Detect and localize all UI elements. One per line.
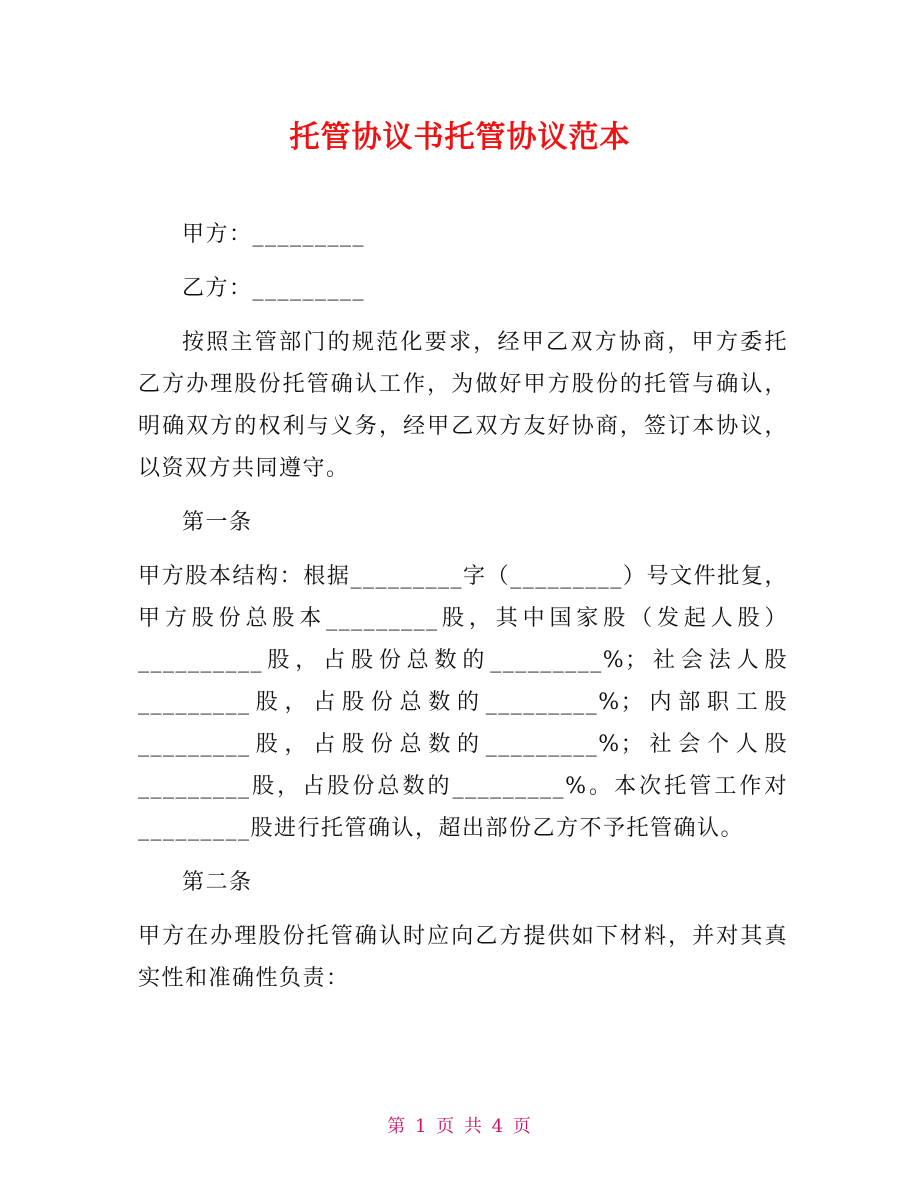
article-1-heading: 第一条 [182,510,253,535]
document-body [138,214,788,1012]
article-2-text: 甲方在办理股份托管确认时应向乙方提供如下材料，并对其真实性和准确性负责： [138,924,788,991]
intro-paragraph: 按照主管部门的规范化要求，经甲乙双方协商，甲方委托乙方办理股份托管确认工作，为做好甲方股份的托管与确认，明确双方的权利与义务，经甲乙双方友好协商，签订本协议，以资双方共同遵守。 [138,330,788,481]
party-a-line: 甲方：_________ [182,222,366,247]
party-b-line: 乙方：_________ [182,276,366,301]
page-footer: 第 1 页 共 4 页 [387,1116,533,1137]
document-title: 托管协议书托管协议范本 [289,120,631,155]
article-1-text: 甲方股本结构：根据_________字（_________）号文件批复，甲方股份总股本_________股，其中国家股（发起人股）__________股，占股份总数的_________%；社会法人股_________股，占股份总数的_________%；内部职工股_________股，占股份总数的_________%；社会个人股_________股，占股份总数的_________%。本次托管工作对_________股进行托管确认，超出部份乙方不予托管确认。 [138,564,788,841]
article-2-heading: 第二条 [182,870,253,895]
